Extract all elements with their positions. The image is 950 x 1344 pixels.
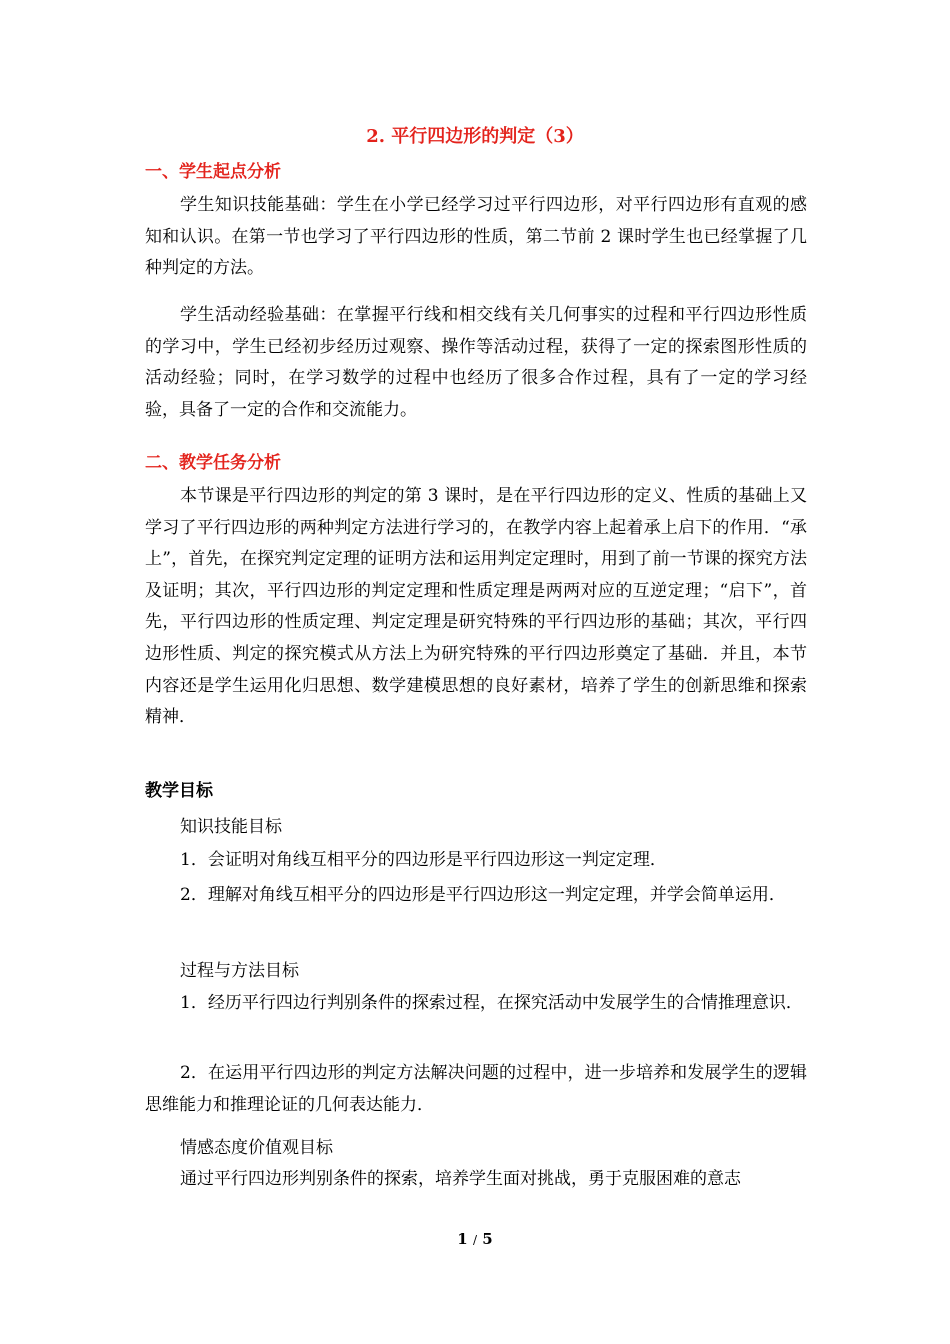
knowledge-goal-2: 2．理解对角线互相平分的四边形是平行四边形这一判定定理，并学会简单运用．: [180, 885, 786, 905]
process-goal-label: 过程与方法目标: [180, 961, 299, 981]
paragraph-activity-basis: 学生活动经验基础：在掌握平行线和相交线有关几何事实的过程和平行四边形性质的学习中，学生已经初步经历过观察、操作等活动过程，获得了一定的探索图形性质的活动经验；同时，在学习数学的过程中也经历了很多合作过程，具有了一定的学习经验，具备了一定的合作和交流能力。: [145, 305, 807, 420]
knowledge-goal-1: 1．会证明对角线互相平分的四边形是平行四边形这一判定定理．: [180, 850, 667, 870]
page-separator: /: [472, 1233, 478, 1247]
page-total: 5: [482, 1230, 493, 1248]
document-title: 2. 平行四边形的判定（3）: [366, 126, 584, 147]
process-goal-2: 2．在运用平行四边形的判定方法解决问题的过程中，进一步培养和发展学生的逻辑思维能力和推理论证的几何表达能力．: [145, 1063, 807, 1115]
section-heading-student-analysis: 一、学生起点分析: [145, 162, 281, 182]
knowledge-goal-label: 知识技能目标: [180, 817, 282, 837]
emotion-goal-1: 通过平行四边形判别条件的探索，培养学生面对挑战，勇于克服困难的意志: [180, 1169, 741, 1189]
page-number: [0, 1229, 950, 1250]
emotion-goal-label: 情感态度价值观目标: [180, 1138, 333, 1158]
section-heading-task-analysis: 二、教学任务分析: [145, 453, 281, 473]
section-heading-goals: 教学目标: [145, 781, 213, 801]
paragraph-task-analysis: 本节课是平行四边形的判定的第 3 课时，是在平行四边形的定义、性质的基础上又学习了平行四边形的两种判定方法进行学习的，在教学内容上起着承上启下的作用．“承上”，首先，在探究判定定理的证明方法和运用判定定理时，用到了前一节课的探究方法及证明；其次，平行四边形的判定定理和性质定理是两两对应的互逆定理；“启下”，首先，平行四边形的性质定理、判定定理是研究特殊的平行四边形的基础；其次，平行四边形性质、判定的探究模式从方法上为研究特殊的平行四边形奠定了基础．并且，本节内容还是学生运用化归思想、数学建模思想的良好素材，培养了学生的创新思维和探索精神．: [145, 486, 807, 728]
paragraph-knowledge-basis: 学生知识技能基础：学生在小学已经学习过平行四边形，对平行四边形有直观的感知和认识。在第一节也学习了平行四边形的性质，第二节前 2 课时学生也已经掌握了几种判定的方法。: [145, 195, 807, 279]
process-goal-1: 1．经历平行四边行判别条件的探索过程，在探究活动中发展学生的合情推理意识．: [180, 993, 803, 1013]
page-current: 1: [457, 1230, 468, 1248]
